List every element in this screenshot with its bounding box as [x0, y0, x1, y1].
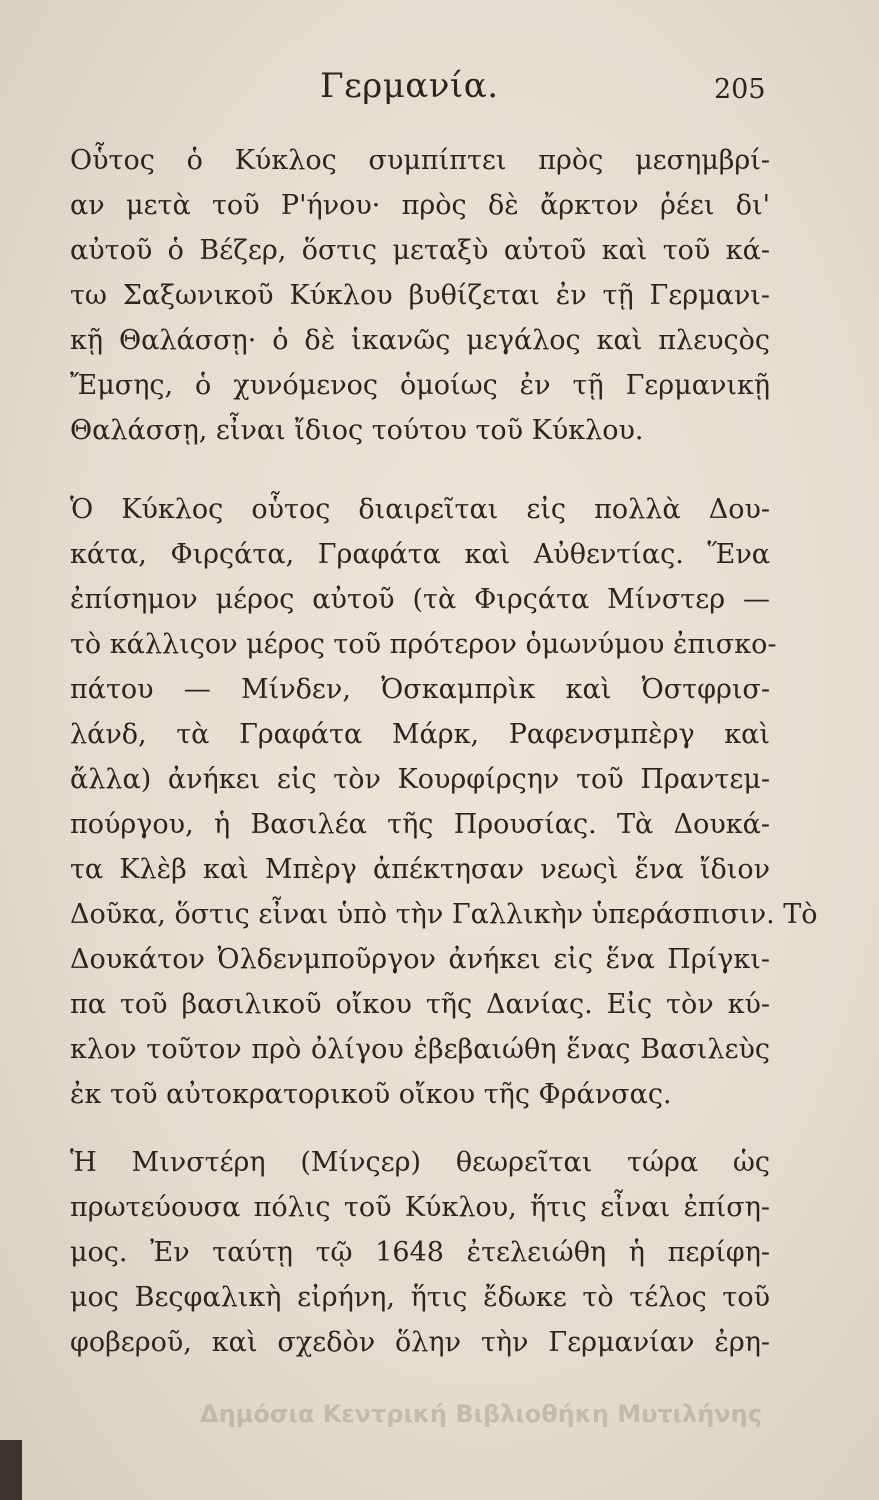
text-line: ἐπίσημον μέρος αὐτοῦ (τὰ Φιρςάτα Μίνστερ — [70, 584, 770, 615]
running-title: Γερμανία. [320, 66, 499, 106]
text-line: Ἡ Μινστέρη (Μίνςερ) θεωρεῖται τώρα ὡς [70, 1147, 770, 1178]
text-line: φοβεροῦ, καὶ σχεδὸν ὅλην τὴν Γερμανίαν ἐρη- [70, 1327, 770, 1358]
paragraph-1 [70, 138, 770, 453]
text-line: ἄλλα) ἀνήκει εἰς τὸν Κουρφίρςην τοῦ Πραντεμ- [70, 764, 770, 795]
text-line: Θαλάσσῃ, εἶναι ἴδιος τούτου τοῦ Κύκλου. [70, 415, 644, 446]
text-line: κλον τοῦτον πρὸ ὀλίγου ἐβεβαιώθη ἕνας Βασιλεὺς [70, 1034, 770, 1065]
paragraph-3 [70, 1140, 770, 1365]
page-header [0, 66, 879, 116]
text-line: πούργου, ἡ Βασιλέα τῆς Προυσίας. Τὰ Δουκά- [70, 809, 770, 840]
text-line: τα Κλὲβ καὶ Μπὲργ ἀπέκτησαν νεωςὶ ἕνα ἴδιον [70, 854, 770, 885]
text-line: μος Βεςφαλικὴ εἰρήνη, ἥτις ἔδωκε τὸ τέλος τοῦ [70, 1282, 770, 1313]
text-line: λάνδ, τὰ Γραφάτα Μάρκ, Ραφενσμπὲργ καὶ [70, 719, 770, 750]
text-line: ἐκ τοῦ αὐτοκρατορικοῦ οἴκου τῆς Φράνσας. [70, 1079, 672, 1110]
text-line: πάτου — Μίνδεν, Ὀσκαμπρὶκ καὶ Ὀστφρισ- [70, 674, 770, 705]
text-line: μος. Ἐν ταύτῃ τῷ 1648 ἐτελειώθη ἡ περίφη- [70, 1237, 770, 1268]
text-line: κάτα, Φιρςάτα, Γραφάτα καὶ Αὐθεντίας. Ἕνα [70, 539, 770, 570]
paragraph-2 [70, 487, 818, 1117]
text-line: αὐτοῦ ὁ Βέζερ, ὅστις μεταξὺ αὐτοῦ καὶ τοῦ κά- [70, 235, 770, 266]
text-line: τω Σαξωνικοῦ Κύκλου βυθίζεται ἐν τῇ Γερμανι- [70, 280, 770, 311]
text-line: Ὁ Κύκλος οὗτος διαιρεῖται εἰς πολλὰ Δου- [70, 494, 770, 525]
text-line: Ἔμσης, ὁ χυνόμενος ὁμοίως ἐν τῇ Γερμανικῇ [70, 370, 770, 401]
text-line: αν μετὰ τοῦ Ρ'ήνου· πρὸς δὲ ἄρκτον ῥέει δι' [70, 190, 770, 221]
text-line: πα τοῦ βασιλικοῦ οἴκου τῆς Δανίας. Εἰς τὸν κύ- [70, 989, 770, 1020]
text-line: Οὗτος ὁ Κύκλος συμπίπτει πρὸς μεσημβρί- [70, 145, 770, 176]
text-line: κῇ Θαλάσσῃ· ὁ δὲ ἱκανῶς μεγάλος καὶ πλευςὸς [70, 325, 770, 356]
text-line: τὸ κάλλιςον μέρος τοῦ πρότερον ὁμωνύμου ἐπισκο- [70, 629, 777, 660]
page-number: 205 [714, 74, 766, 105]
text-line: Δουκάτον Ὀλδενμποῦργον ἀνήκει εἰς ἕνα Πρίγκι- [70, 944, 770, 975]
text-line: Δοῦκα, ὅστις εἶναι ὑπὸ τὴν Γαλλικὴν ὑπεράσπισιν. Τὸ [70, 899, 818, 930]
library-watermark: Δημόσια Κεντρική Βιβλιοθήκη Μυτιλήνης [200, 1400, 762, 1428]
page-edge-shadow [0, 1440, 22, 1500]
text-line: πρωτεύουσα πόλις τοῦ Κύκλου, ἥτις εἶναι ἐπίση- [70, 1192, 770, 1223]
